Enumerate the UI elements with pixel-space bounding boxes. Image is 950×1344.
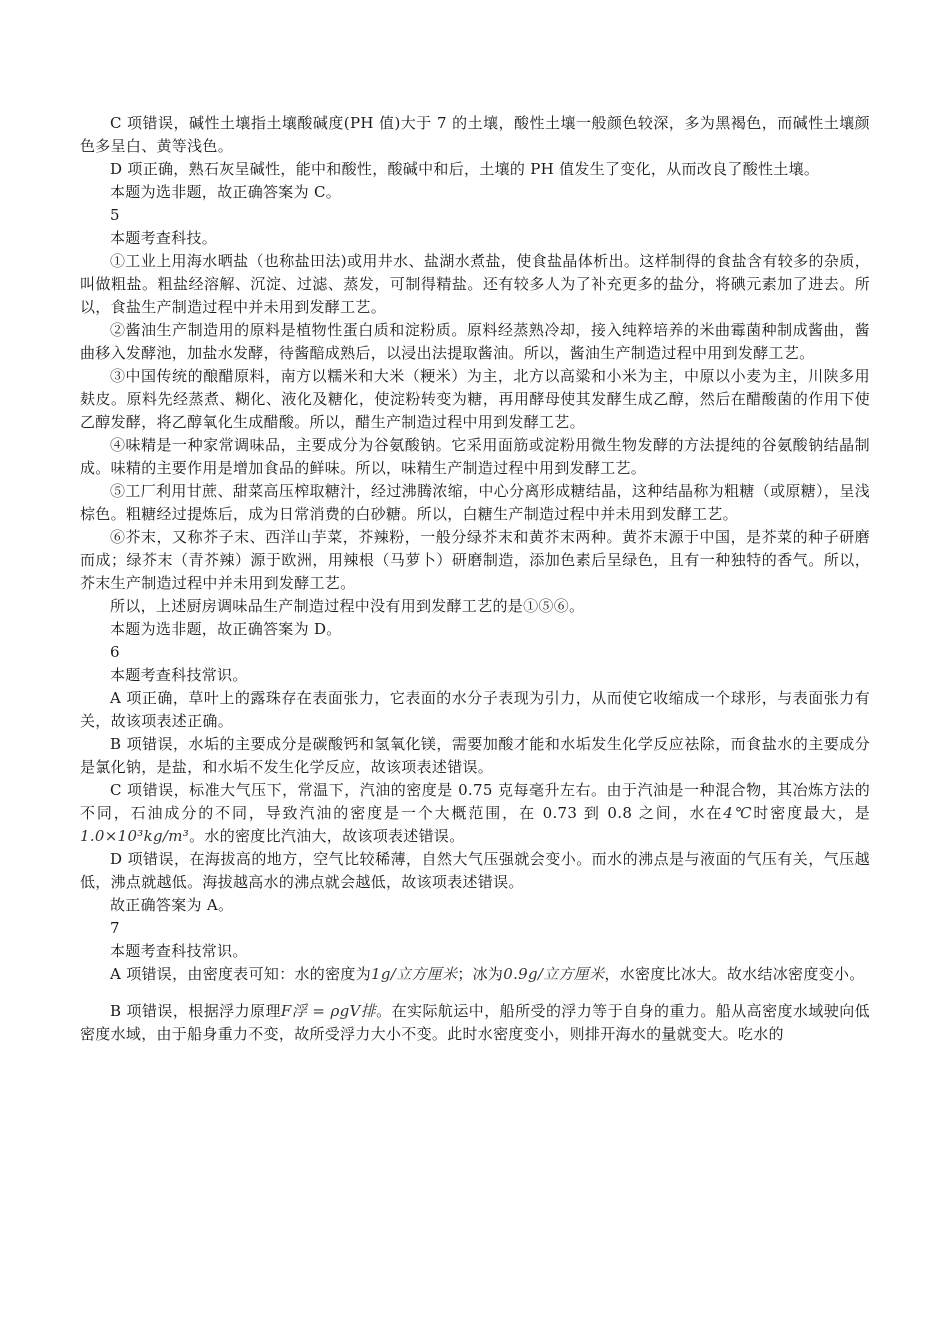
- q5-item-6: ⑥芥末，又称芥子末、西洋山芋菜，芥辣粉，一般分绿芥末和黄芥末两种。黄芥末源于中国，是芥菜的种子研磨而成；绿芥末（青芥辣）源于欧洲，用辣根（马萝卜）研磨制造，添加色素后呈绿色，且有一种独特的香气。所以，芥末生产制造过程中并未用到发酵工艺。: [80, 528, 870, 592]
- q5-answer: 本题为选非题，故正确答案为 D。: [110, 620, 342, 638]
- answer-explanations: [80, 112, 870, 1046]
- q4-answer: 本题为选非题，故正确答案为 C。: [110, 183, 342, 201]
- q7-b-text-1: B 项错误，根据浮力原理: [110, 1002, 281, 1020]
- q5-item-4: ④味精是一种家常调味品，主要成分为谷氨酸钠。它采用面筋或淀粉用微生物发酵的方法提纯的谷氨酸钠结晶制成。味精的主要作用是增加食品的鲜味。所以，味精生产制造过程中用到发酵工艺。: [80, 436, 870, 477]
- q5-item-1: ①工业上用海水晒盐（也称盐田法)或用井水、盐湖水煮盐，使食盐晶体析出。这样制得的食盐含有较多的杂质，叫做粗盐。粗盐经溶解、沉淀、过滤、蒸发，可制得精盐。还有较多人为了补充更多的盐分，将碘元素加了进去。所以，食盐生产制造过程中并未用到发酵工艺。: [80, 252, 870, 316]
- q6-a-item: A 项正确，草叶上的露珠存在表面张力，它表面的水分子表现为引力，从而使它收缩成一个球形，与表面张力有关，故该项表述正确。: [80, 689, 870, 730]
- q5-summary: 所以，上述厨房调味品生产制造过程中没有用到发酵工艺的是①⑤⑥。: [110, 597, 585, 615]
- q6-c-text-1: C 项错误，标准大气压下，常温下，汽油的密度是 0.75 克每毫升左右。由于汽油是一种混合物，其冶炼方法的不同，石油成分的不同，导致汽油的密度是一个大概范围，在 0.73 到 0.8 之间，水在: [80, 781, 870, 822]
- q7-topic: 本题考查科技常识。: [110, 942, 248, 960]
- q7-a-text-1: A 项错误，由密度表可知：水的密度为: [110, 965, 372, 983]
- q5-item-5: ⑤工厂利用甘蔗、甜菜高压榨取糖汁，经过沸腾浓缩，中心分离形成糖结晶，这种结晶称为粗糖（或原糖），呈浅棕色。粗糖经过提炼后，成为日常消费的白砂糖。所以，白糖生产制造过程中并未用到发酵工艺。: [80, 482, 870, 523]
- q7-a-text-2: ；冰为: [457, 965, 504, 983]
- q6-b-item: B 项错误，水垢的主要成分是碳酸钙和氢氧化镁，需要加酸才能和水垢发生化学反应祛除，而食盐水的主要成分是氯化钠，是盐，和水垢不发生化学反应，故该项表述错误。: [80, 735, 870, 776]
- q6-answer: 故正确答案为 A。: [110, 896, 234, 914]
- q7-number: 7: [110, 919, 120, 937]
- q6-c-item: [80, 779, 870, 848]
- q5-topic: 本题考查科技。: [110, 229, 218, 247]
- q7-b-item: [80, 1000, 870, 1046]
- q4-c-item: C 项错误，碱性土壤指土壤酸碱度(PH 值)大于 7 的土壤，酸性土壤一般颜色较深，多为黑褐色，而碱性土壤颜色多呈白、黄等浅色。: [80, 114, 870, 155]
- paragraph-gap: [80, 986, 870, 1000]
- q6-number: 6: [110, 643, 120, 661]
- q5-number: 5: [110, 206, 120, 224]
- q7-ice-density-formula: 0.9g/立方厘米: [503, 965, 605, 983]
- q7-buoyancy-formula: F浮 = ρgV排: [280, 1002, 377, 1020]
- q7-b-text-2: 。在实际航运中，船所受的浮力等于自身的重力。船从高密度水域驶向低密度水域，由于船身重力不变，故所受浮力大小不变。此时水密度变小，则排开海水的量就变大。吃水的: [80, 1002, 870, 1043]
- q6-c-text-3: 。水的密度比汽油大，故该项表述错误。: [189, 827, 465, 845]
- q5-item-2: ②酱油生产制造用的原料是植物性蛋白质和淀粉质。原料经蒸熟冷却，接入纯粹培养的米曲霉菌种制成酱曲，酱曲移入发酵池，加盐水发酵，待酱醅成熟后，以浸出法提取酱油。所以，酱油生产制造过程中用到发酵工艺。: [80, 321, 870, 362]
- q4-d-item: D 项正确，熟石灰呈碱性，能中和酸性，酸碱中和后，土壤的 PH 值发生了变化，从而改良了酸性土壤。: [110, 160, 820, 178]
- q7-a-text-3: ，水密度比冰大。故水结冰密度变小。: [604, 965, 865, 983]
- q5-item-3: ③中国传统的酿醋原料，南方以糯米和大米（粳米）为主，北方以高粱和小米为主，中原以小麦为主，川陕多用麸皮。原料先经蒸煮、糊化、液化及糖化，使淀粉转变为糖，再用酵母使其发酵生成乙醇，然后在醋酸菌的作用下使乙醇发酵，将乙醇氧化生成醋酸。所以，醋生产制造过程中用到发酵工艺。: [80, 367, 870, 431]
- q7-water-density-formula: 1g/立方厘米: [371, 965, 458, 983]
- q7-a-item: [80, 963, 870, 986]
- q6-c-text-2: 时密度最大，是: [753, 804, 870, 822]
- q6-topic: 本题考查科技常识。: [110, 666, 248, 684]
- q6-d-item: D 项错误，在海拔高的地方，空气比较稀薄，自然大气压强就会变小。而水的沸点是与液面的气压有关，气压越低，沸点就越低。海拔越高水的沸点就会越低，故该项表述错误。: [80, 850, 870, 891]
- q6-c-temperature: 4℃: [723, 804, 754, 822]
- q6-c-density-formula: 1.0×10³kg/m³: [80, 827, 190, 845]
